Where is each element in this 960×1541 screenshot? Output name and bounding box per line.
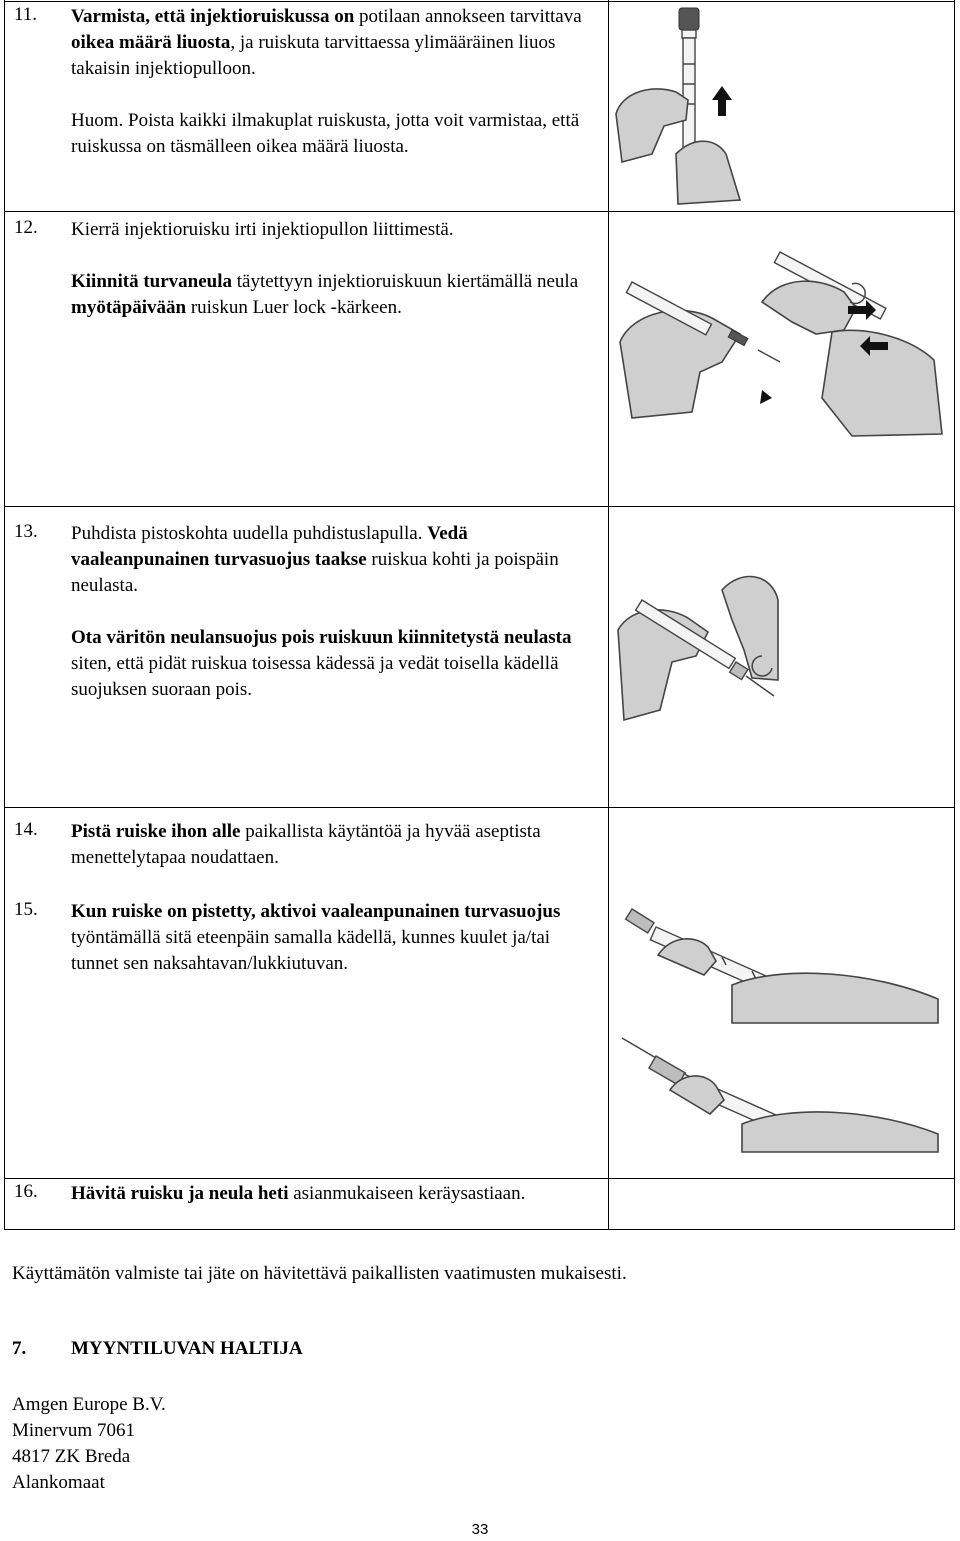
bold-text-run: Ota väritön neulansuojus pois ruiskuun kiinnitetystä neulasta: [71, 627, 572, 648]
text-run: ruiskua kohti ja poispäin neulasta.: [71, 549, 559, 596]
address-line: Amgen Europe B.V.: [12, 1394, 166, 1415]
table-row-divider-11: [4, 211, 955, 212]
step-13-number: 13.: [14, 521, 38, 542]
step-12-paragraph-1: [71, 217, 596, 243]
step-15-paragraph-1: [71, 899, 596, 977]
step-12-number: 12.: [14, 217, 38, 238]
text-run: ruiskun Luer lock -kärkeen.: [186, 297, 402, 318]
step-15-number: 15.: [14, 899, 38, 920]
step-12-paragraph-2: [71, 269, 596, 321]
bold-text-run: oikea määrä liuosta: [71, 32, 231, 53]
step-13-paragraph-1: [71, 521, 596, 599]
illustration-remove-air-bubbles: [612, 4, 762, 209]
page-number: 33: [471, 1521, 489, 1538]
bold-text-run: Kun ruiske on pistetty, aktivoi vaaleanpunainen turvasuojus: [71, 901, 561, 922]
illustration-remove-needle-cap: [612, 560, 782, 760]
text-run: Kierrä injektioruisku irti injektiopullon liittimestä.: [71, 219, 454, 240]
text-run: Poista kaikki ilmakuplat ruiskusta, jotta voit varmistaa, että ruiskussa on täsmälleen oikea määrä liuosta.: [71, 110, 580, 157]
text-run: Puhdista pistoskohta uudella puhdistuslapulla.: [71, 523, 428, 544]
table-column-divider: [608, 0, 609, 1230]
table-row-divider-top: [4, 1, 955, 2]
bold-text-run: Vedä vaaleanpunainen turvasuojus taakse: [71, 523, 468, 570]
text-run: Huom.: [71, 110, 124, 131]
disposal-text: Käyttämätön valmiste tai jäte on hävitettävä paikallisten vaatimusten mukaisesti.: [12, 1263, 627, 1284]
step-14-text: [71, 819, 596, 871]
step-11-note: [71, 108, 596, 160]
section-7-number: 7.: [12, 1338, 27, 1359]
text-run: siten, että pidät ruiskua toisessa kädessä ja vedät toisella kädellä suojuksen suoraan pois.: [71, 653, 559, 700]
step-11-paragraph-1: [71, 4, 596, 82]
step-16-paragraph-1: [71, 1181, 596, 1207]
table-border-left: [4, 0, 5, 1230]
text-run: työntämällä sitä eteenpäin samalla kädellä, kunnes kuulet ja/tai tunnet sen naksahtavan/lukkiutuvan.: [71, 927, 551, 974]
illustration-attach-needle: [612, 222, 947, 442]
table-row-divider-12: [4, 506, 955, 507]
address-line: 4817 ZK Breda: [12, 1446, 131, 1467]
table-row-divider-bottom: [4, 1229, 955, 1230]
illustration-activate-guard-after: [612, 1030, 942, 1155]
bold-text-run: Kiinnitä turvaneula: [71, 271, 232, 292]
marketing-authorisation-holder-address: [12, 1392, 166, 1496]
step-14-number: 14.: [14, 819, 38, 840]
text-run: asianmukaiseen keräysastiaan.: [288, 1183, 526, 1204]
step-16-text: [71, 1181, 596, 1207]
bold-text-run: Pistä ruiske ihon alle: [71, 821, 241, 842]
step-11-number: 11.: [14, 4, 38, 25]
step-13-paragraph-2: [71, 625, 596, 703]
text-run: täytettyyn injektioruiskuun kiertämällä neula: [232, 271, 579, 292]
bold-text-run: Hävitä ruisku ja neula heti: [71, 1183, 289, 1204]
bold-text-run: myötäpäivään: [71, 297, 187, 318]
text-run: potilaan annokseen tarvittava: [354, 6, 582, 27]
text-run: paikallista käytäntöä ja hyvää aseptista menettelytapaa noudattaen.: [71, 821, 541, 868]
step-15-text: [71, 899, 596, 977]
step-11-text: [71, 4, 596, 160]
step-12-text: [71, 217, 596, 321]
illustration-activate-guard-before: [612, 895, 942, 1025]
text-run: , ja ruiskuta tarvittaessa ylimääräinen liuos takaisin injektiopulloon.: [71, 32, 556, 79]
bold-text-run: Varmista, että injektioruiskussa on: [71, 6, 355, 27]
table-row-divider-13: [4, 807, 955, 808]
address-line: Alankomaat: [12, 1472, 105, 1493]
section-7-title: MYYNTILUVAN HALTIJA: [71, 1338, 303, 1359]
step-14-paragraph-1: [71, 819, 596, 871]
address-line: Minervum 7061: [12, 1420, 135, 1441]
table-row-divider-15: [4, 1178, 955, 1179]
step-13-text: [71, 521, 596, 703]
step-16-number: 16.: [14, 1181, 38, 1202]
